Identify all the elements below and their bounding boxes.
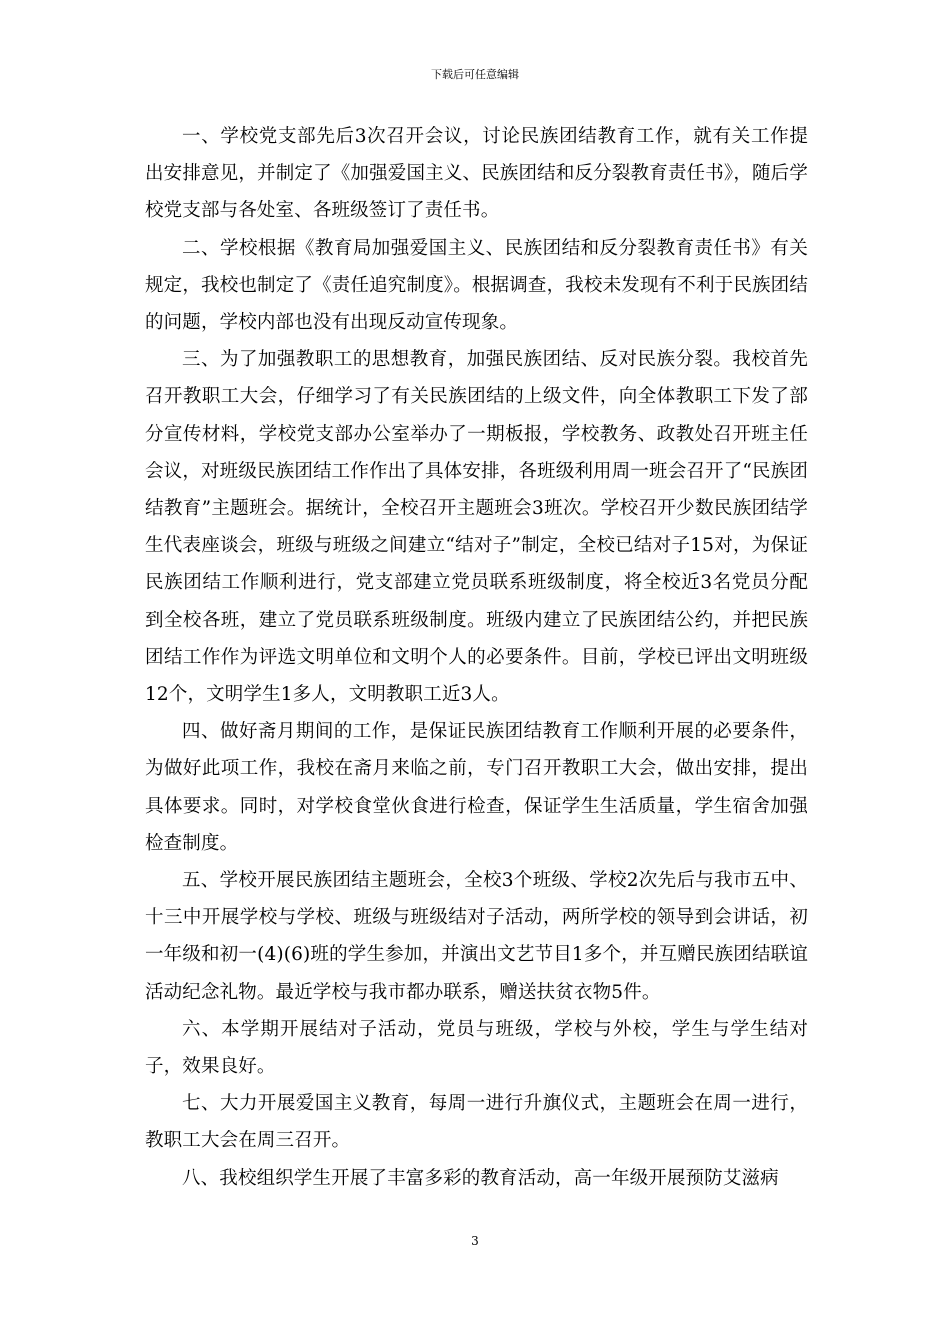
- paragraph-3: 三、为了加强教职工的思想教育，加强民族团结、反对民族分裂。我校首先召开教职工大会，仔细学习了有关民族团结的上级文件，向全体教职工下发了部分宣传材料，学校党支部办公室举办了一期板报，学校教务、政教处召开班主任会议，对班级民族团结工作作出了具体安排，各班级利用周一班会召开了“民族团结教育”主题班会。据统计，全校召开主题班会3班次。学校召开少数民族团结学生代表座谈会，班级与班级之间建立“结对子”制定，全校已结对子15对，为保证民族团结工作顺利进行，党支部建立党员联系班级制度，将全校近3名党员分配到全校各班，建立了党员联系班级制度。班级内建立了民族团结公约，并把民族团结工作作为评选文明单位和文明个人的必要条件。目前，学校已评出文明班级12个，文明学生1多人，文明教职工近3人。: [145, 349, 808, 706]
- page-header: 下载后可任意编辑: [431, 68, 519, 81]
- paragraph-1: 一、学校党支部先后3次召开会议，讨论民族团结教育工作，就有关工作提出安排意见，并制定了《加强爱国主义、民族团结和反分裂教育责任书》，随后学校党支部与各处室、各班级签订了责任书。: [145, 126, 808, 222]
- paragraph-6: 六、本学期开展结对子活动，党员与班级，学校与外校，学生与学生结对子，效果良好。: [145, 1018, 808, 1078]
- paragraph-2: 二、学校根据《教育局加强爱国主义、民族团结和反分裂教育责任书》有关规定，我校也制定了《责任追究制度》。根据调查，我校未发现有不利于民族团结的问题，学校内部也没有出现反动宣传现象。: [145, 237, 808, 334]
- paragraph-5: 五、学校开展民族团结主题班会，全校3个班级、学校2次先后与我市五中、十三中开展学校与学校、班级与班级结对子活动，两所学校的领导到会讲话，初一年级和初一(4)(6)班的学生参加，并演出文艺节目1多个，并互赠民族团结联谊活动纪念礼物。最近学校与我市都办联系，赠送扶贫衣物5件。: [145, 870, 808, 1003]
- paragraph-8: 八、我校组织学生开展了丰富多彩的教育活动，高一年级开展预防艾滋病: [182, 1167, 779, 1189]
- paragraph-7: 七、大力开展爱国主义教育，每周一进行升旗仪式，主题班会在周一进行，教职工大会在周三召开。: [145, 1093, 808, 1152]
- paragraph-4: 四、做好斋月期间的工作，是保证民族团结教育工作顺利开展的必要条件，为做好此项工作，我校在斋月来临之前，专门召开教职工大会，做出安排，提出具体要求。同时，对学校食堂伙食进行检查，保证学生生活质量，学生宿舍加强检查制度。: [145, 721, 808, 854]
- page-number: 3: [471, 1234, 479, 1248]
- document-body: [145, 118, 808, 1197]
